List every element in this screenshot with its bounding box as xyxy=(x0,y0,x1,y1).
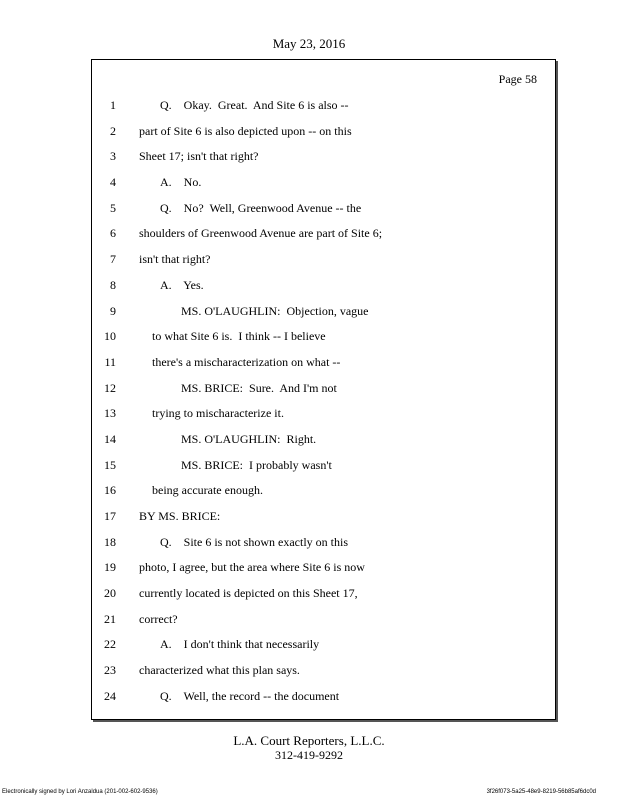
footer-company: L.A. Court Reporters, L.L.C. xyxy=(233,733,385,748)
transcript-line xyxy=(92,581,555,607)
line-number: 17 xyxy=(104,509,116,523)
electronic-signature: Electronically signed by Lori Anzaldua (201-002-602-9536) xyxy=(2,789,158,795)
transcript-line xyxy=(92,299,555,325)
line-text: correct? xyxy=(139,611,178,626)
line-number: 6 xyxy=(110,226,116,241)
line-number: 1 xyxy=(110,98,116,112)
transcript-line xyxy=(92,427,555,453)
transcript-line xyxy=(92,324,555,350)
transcript-lines xyxy=(92,93,555,710)
line-number: 24 xyxy=(104,688,116,703)
transcript-line xyxy=(92,119,555,145)
line-text: A. No. xyxy=(160,175,202,190)
line-number: 19 xyxy=(104,560,116,575)
line-number: 4 xyxy=(110,175,116,190)
line-number: 11 xyxy=(104,354,116,369)
transcript-line xyxy=(92,504,555,530)
transcript-page xyxy=(91,59,556,720)
line-text: MS. O'LAUGHLIN: Objection, vague xyxy=(181,303,369,318)
footer-phone: 312-419-9292 xyxy=(275,748,343,762)
line-number: 18 xyxy=(104,534,116,549)
line-text: photo, I agree, but the area where Site 6 is now xyxy=(139,560,365,575)
line-number: 10 xyxy=(104,329,116,344)
line-number: 13 xyxy=(104,406,116,421)
header-date: May 23, 2016 xyxy=(272,36,346,51)
line-text: A. I don't think that necessarily xyxy=(160,637,320,652)
line-text: MS. BRICE: Sure. And I'm not xyxy=(181,380,337,395)
transcript-line xyxy=(92,607,555,633)
line-number: 7 xyxy=(110,252,116,267)
transcript-line xyxy=(92,93,555,119)
line-number: 21 xyxy=(104,611,116,626)
transcript-line xyxy=(92,170,555,196)
line-text: part of Site 6 is also depicted upon -- on this xyxy=(139,123,352,138)
line-text: Q. Well, the record -- the document xyxy=(160,688,340,703)
line-text: characterized what this plan says. xyxy=(139,663,300,678)
transcript-line xyxy=(92,350,555,376)
line-text: A. Yes. xyxy=(160,277,204,292)
transcript-line xyxy=(92,684,555,710)
line-number: 20 xyxy=(104,586,116,601)
line-text: Q. No? Well, Greenwood Avenue -- the xyxy=(160,200,362,215)
transcript-line xyxy=(92,530,555,556)
document-hash: 3f26f073-5a25-48e9-8219-56b85af6dc0d xyxy=(486,789,596,795)
transcript-line xyxy=(92,401,555,427)
line-number: 5 xyxy=(110,200,116,215)
transcript-line xyxy=(92,196,555,222)
transcript-line xyxy=(92,632,555,658)
transcript-line xyxy=(92,247,555,273)
line-text: to what Site 6 is. I think -- I believe xyxy=(152,329,326,344)
line-text: MS. O'LAUGHLIN: Right. xyxy=(181,431,317,446)
line-number: 8 xyxy=(110,277,116,292)
line-text: there's a mischaracterization on what -- xyxy=(152,354,341,369)
transcript-line xyxy=(92,144,555,170)
line-text: Sheet 17; isn't that right? xyxy=(139,149,259,164)
transcript-line xyxy=(92,453,555,479)
transcript-line xyxy=(92,376,555,402)
line-number: 9 xyxy=(110,303,116,318)
line-text: MS. BRICE: I probably wasn't xyxy=(181,457,332,472)
line-text: BY MS. BRICE: xyxy=(139,509,221,523)
line-number: 14 xyxy=(104,431,116,446)
line-text: being accurate enough. xyxy=(152,483,263,498)
line-text: Q. Okay. Great. And Site 6 is also -- xyxy=(160,98,349,112)
line-number: 15 xyxy=(104,457,116,472)
transcript-line xyxy=(92,555,555,581)
transcript-line xyxy=(92,478,555,504)
line-number: 16 xyxy=(104,483,116,498)
line-number: 12 xyxy=(104,380,116,395)
line-number: 3 xyxy=(110,149,116,164)
page-number: Page 58 xyxy=(498,72,537,86)
line-number: 22 xyxy=(104,637,116,652)
line-text: Q. Site 6 is not shown exactly on this xyxy=(160,534,348,549)
line-text: currently located is depicted on this Sheet 17, xyxy=(139,586,358,601)
transcript-line xyxy=(92,221,555,247)
line-text: shoulders of Greenwood Avenue are part of Site 6; xyxy=(139,226,383,241)
line-number: 2 xyxy=(110,123,116,138)
transcript-line xyxy=(92,658,555,684)
transcript-line xyxy=(92,273,555,299)
line-text: isn't that right? xyxy=(139,252,211,267)
line-text: trying to mischaracterize it. xyxy=(152,406,284,421)
line-number: 23 xyxy=(104,663,116,678)
